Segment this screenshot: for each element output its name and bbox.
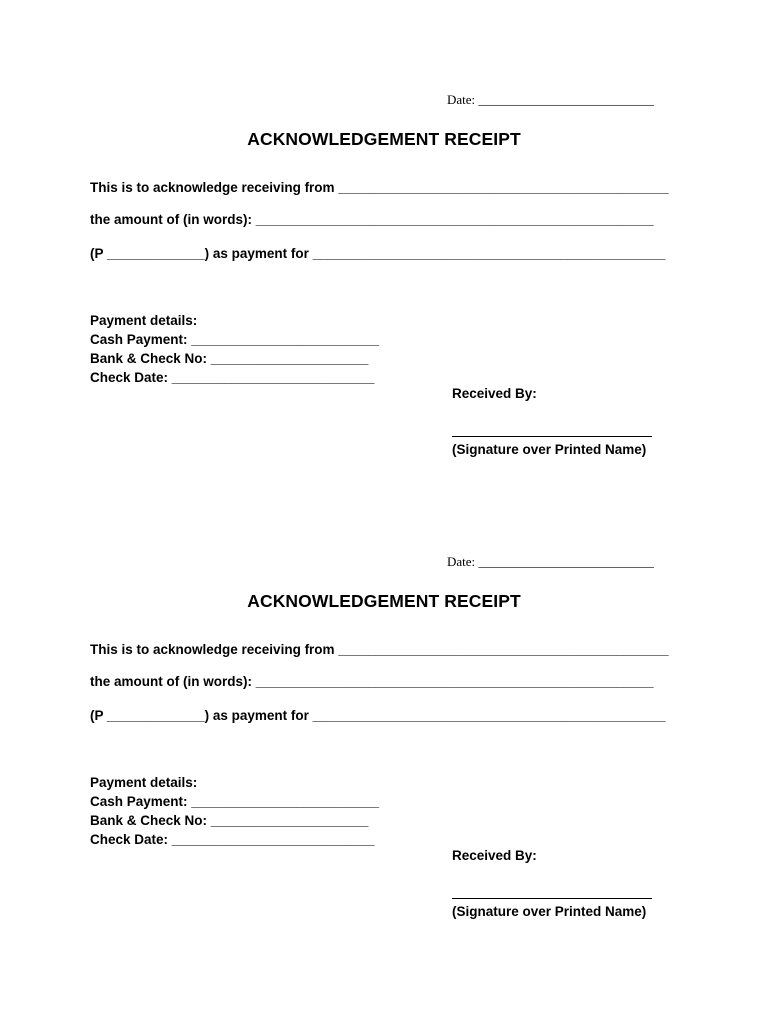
received-by-label: Received By: <box>452 386 537 401</box>
payment-details <box>90 773 379 849</box>
amount-in-words-line: the amount of (in words): _____________________________________________________ <box>90 212 654 227</box>
date-field: Date: ___________________________ <box>447 554 654 569</box>
received-from-line: This is to acknowledge receiving from ____________________________________________ <box>90 642 669 657</box>
payment-details <box>90 311 379 387</box>
check-date-field: Check Date: ___________________________ <box>90 832 375 847</box>
signature-caption: (Signature over Printed Name) <box>452 442 647 457</box>
cash-payment-field: Cash Payment: _________________________ <box>90 794 379 809</box>
bank-check-no-field: Bank & Check No: _____________________ <box>90 351 369 366</box>
received-from-line: This is to acknowledge receiving from ____________________________________________ <box>90 180 669 195</box>
signature-line <box>452 898 652 899</box>
date-field: Date: ___________________________ <box>447 92 654 107</box>
receipt-title: ACKNOWLEDGEMENT RECEIPT <box>247 591 521 611</box>
receipt-title: ACKNOWLEDGEMENT RECEIPT <box>247 129 521 149</box>
payment-for-line: (P _____________) as payment for _______________________________________________ <box>90 708 666 723</box>
payment-for-line: (P _____________) as payment for _______________________________________________ <box>90 246 666 261</box>
bank-check-no-field: Bank & Check No: _____________________ <box>90 813 369 828</box>
receipt-form-2 <box>0 462 768 922</box>
amount-in-words-line: the amount of (in words): _____________________________________________________ <box>90 674 654 689</box>
payment-details-heading: Payment details: <box>90 775 198 790</box>
payment-details-heading: Payment details: <box>90 313 198 328</box>
signature-caption: (Signature over Printed Name) <box>452 904 647 919</box>
receipt-form-1 <box>0 0 768 460</box>
signature-line <box>452 436 652 437</box>
cash-payment-field: Cash Payment: _________________________ <box>90 332 379 347</box>
check-date-field: Check Date: ___________________________ <box>90 370 375 385</box>
received-by-label: Received By: <box>452 848 537 863</box>
